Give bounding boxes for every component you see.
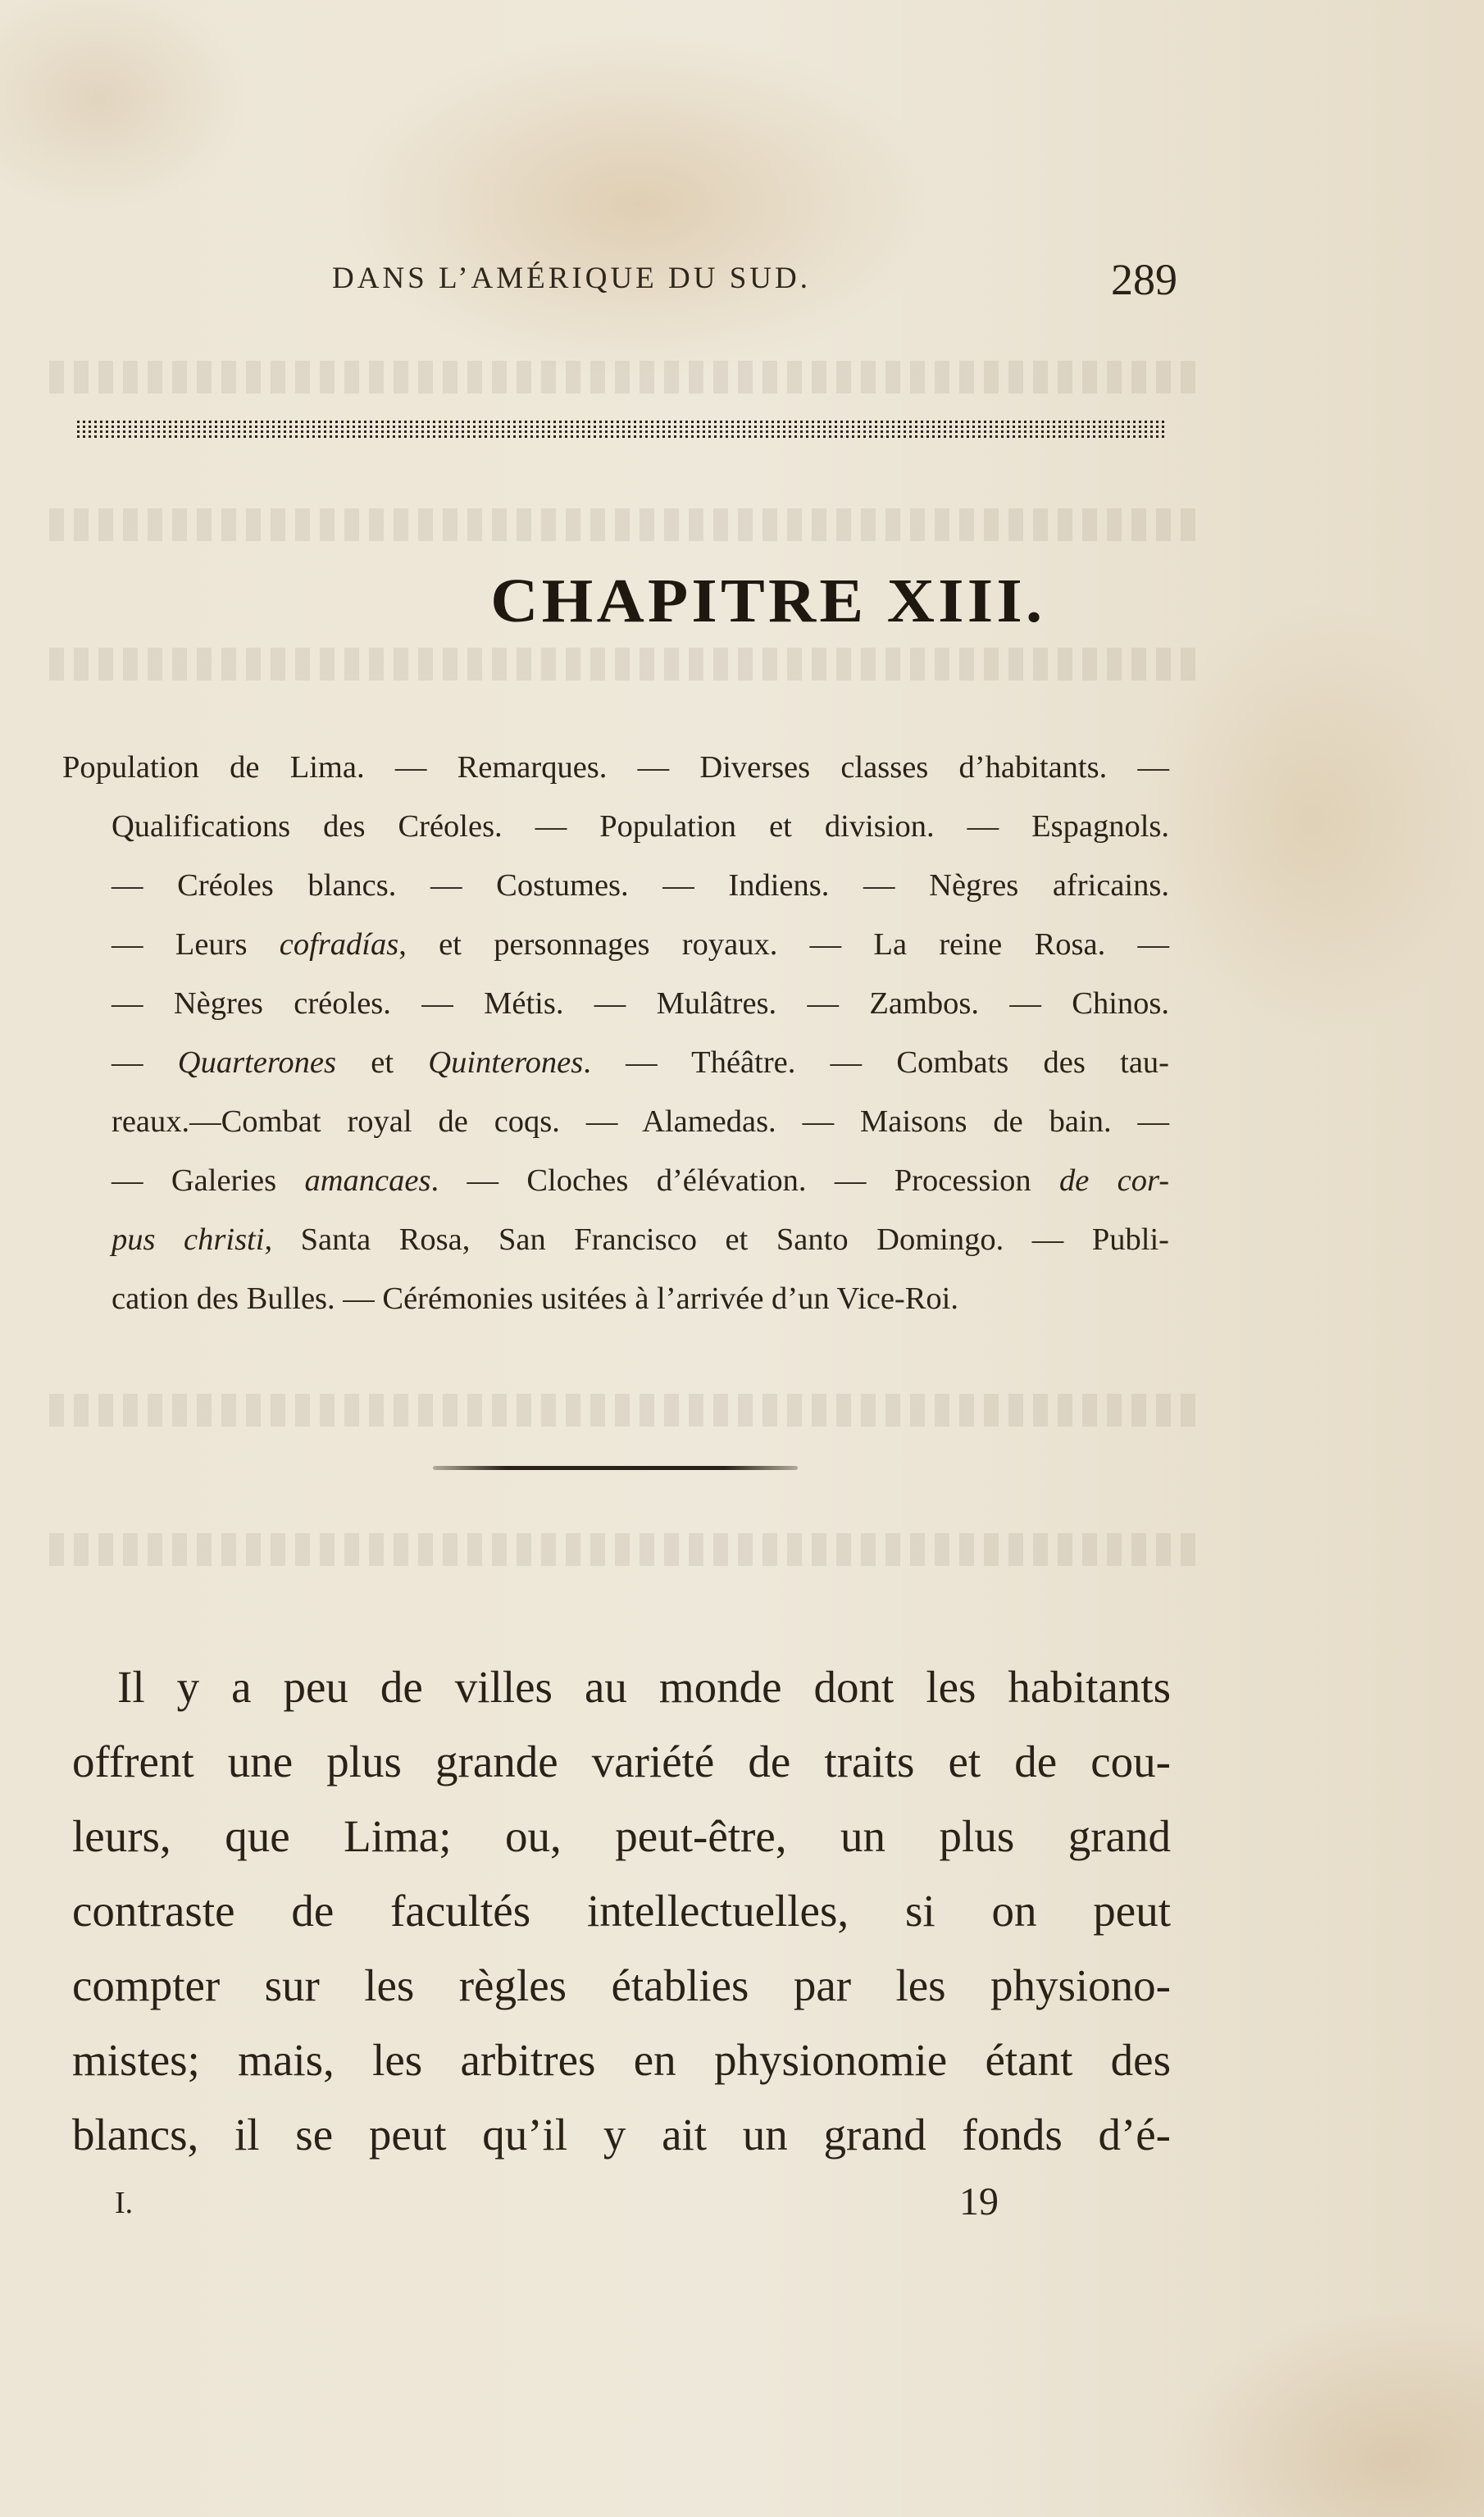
bleed-through-ghost — [49, 1394, 1197, 1427]
bleed-through-ghost — [49, 508, 1197, 541]
body-line: offrent une plus grande variété de traits et de cou- — [72, 1736, 1171, 1786]
bleed-through-ghost — [49, 361, 1197, 394]
summary-line: reaux.—Combat royal de coqs. — Alamedas. — Maisons de bain. — — [112, 1104, 1169, 1139]
page-number: 289 — [1111, 255, 1177, 304]
summary-line: — Galeries amancaes. — Cloches d’élévation. — Procession de cor- — [112, 1163, 1170, 1198]
gathering-folio: 19 — [959, 2180, 999, 2223]
running-head: DANS L’AMÉRIQUE DU SUD. — [332, 262, 811, 295]
summary-line: Population de Lima. — Remarques. — Diverses classes d’habitants. — — [62, 750, 1169, 785]
signature-mark: I. — [115, 2186, 134, 2220]
ornamental-border — [77, 420, 1168, 438]
chapter-summary — [62, 738, 1170, 1328]
summary-line: cation des Bulles. — Cérémonies usitées à l’arrivée d’un Vice-Roi. — [112, 1281, 958, 1316]
body-line: contraste de facultés intellectuelles, si on peut — [72, 1886, 1171, 1936]
summary-line: — Leurs cofradías, et personnages royaux. — La reine Rosa. — — [112, 927, 1169, 962]
section-rule — [433, 1466, 798, 1470]
summary-line: — Quarterones et Quinterones. — Théâtre. — Combats des tau- — [112, 1045, 1169, 1080]
body-paragraph — [72, 1650, 1171, 2172]
body-line: leurs, que Lima; ou, peut-être, un plus grand — [72, 1811, 1171, 1861]
summary-line: — Nègres créoles. — Métis. — Mulâtres. — Zambos. — Chinos. — [112, 986, 1169, 1021]
body-line: blancs, il se peut qu’il y ait un grand fonds d’é- — [72, 2110, 1171, 2160]
body-line: Il y a peu de villes au monde dont les habitants — [117, 1662, 1171, 1712]
summary-line: pus christi, Santa Rosa, San Francisco et Santo Domingo. — Publi- — [112, 1222, 1169, 1257]
body-line: compter sur les règles établies par les physiono- — [72, 1960, 1171, 2010]
page-header — [0, 254, 1484, 303]
body-line: mistes; mais, les arbitres en physionomie étant des — [72, 2035, 1171, 2085]
bleed-through-ghost — [49, 648, 1197, 680]
chapter-title: CHAPITRE XIII. — [490, 567, 1046, 635]
summary-line: — Créoles blancs. — Costumes. — Indiens. — Nègres africains. — [112, 868, 1169, 903]
bleed-through-ghost — [49, 1533, 1197, 1566]
summary-line: Qualifications des Créoles. — Population et division. — Espagnols. — [112, 809, 1169, 844]
